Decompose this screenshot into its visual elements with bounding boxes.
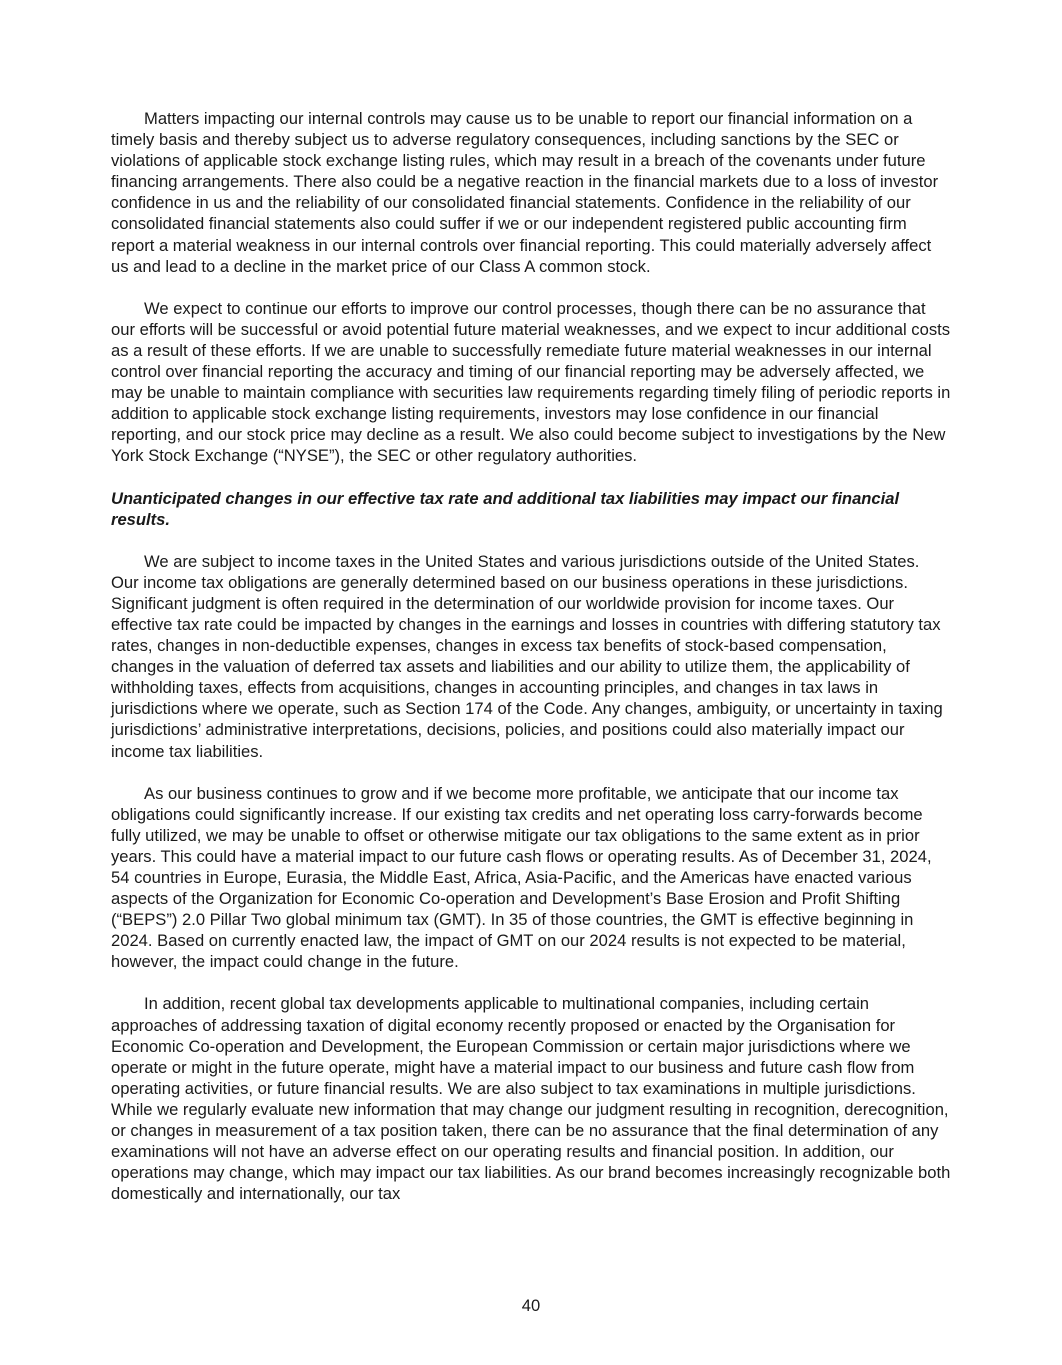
paragraph-internal-controls: Matters impacting our internal controls may cause us to be unable to report our financial information on a timely basis and thereby subject us to adverse regulatory consequences, including sanctions by the SEC or violations of applicable stock exchange listing rules, which may result in a breach of the covenants under future financing arrangements. There also could be a negative reaction in the financial markets due to a loss of investor confidence in us and the reliability of our consolidated financial statements. Confidence in the reliability of our consolidated financial statements also could suffer if we or our independent registered public accounting firm report a material weakness in our internal controls over financial reporting. This could materially adversely affect us and lead to a decline in the market price of our Class A common stock. bbox=[111, 109, 939, 276]
paragraph-income-taxes: We are subject to income taxes in the United States and various jurisdictions outside of the United States. Our income tax obligations are generally determined based on our business operations in these jurisdictions. Significant judgment is often required in the determination of our worldwide provision for income taxes. Our effective tax rate could be impacted by changes in the earnings and losses in countries with differing statutory tax rates, changes in non-deductible expenses, changes in excess tax benefits of stock-based compensation, changes in the valuation of deferred tax assets and liabilities and our ability to utilize them, the applicability of withholding taxes, effects from acquisitions, changes in accounting principles, and changes in tax laws in jurisdictions where we operate, such as Section 174 of the Code. Any changes, ambiguity, or uncertainty in taxing jurisdictions’ administrative interpretations, decisions, policies, and positions could also materially impact our income tax liabilities. bbox=[111, 551, 943, 761]
page-number: 40 bbox=[521, 1296, 541, 1315]
paragraph-tax-obligations: As our business continues to grow and if we become more profitable, we anticipate that our income tax obligations could significantly increase. If our existing tax credits and net operating loss carry-forwards become fully utilized, we may be unable to offset or otherwise mitigate our tax obligations to the same extent as in prior years. This could have a material impact to our future cash flows or operating results. As of December 31, 2024, 54 countries in Europe, Eurasia, the Middle East, Africa, Asia-Pacific, and the Americas have enacted various aspects of the Organization for Economic Co-operation and Development’s Base Erosion and Profit Shifting (“BEPS”) 2.0 Pillar Two global minimum tax (GMT). In 35 of those countries, the GMT is effective beginning in 2024. Based on currently enacted law, the impact of GMT on our 2024 results is not expected to be material, however, the impact could change in the future. bbox=[111, 783, 932, 972]
page-body bbox=[111, 108, 951, 1225]
paragraph-control-processes: We expect to continue our efforts to improve our control processes, though there can be no assurance that our efforts will be successful or avoid potential future material weaknesses, and we expect to incur additional costs as a result of these efforts. If we are unable to successfully remediate future material weaknesses in our internal control over financial reporting the accuracy and timing of our financial reporting may be adversely affected, we may be unable to maintain compliance with securities law requirements regarding timely filing of periodic reports in addition to applicable stock exchange listing requirements, investors may lose confidence in our financial reporting, and our stock price may decline as a result. We also could become subject to investigations by the New York Stock Exchange (“NYSE”), the SEC or other regulatory authorities. bbox=[111, 298, 951, 466]
section-heading-tax-rate: Unanticipated changes in our effective tax rate and additional tax liabilities may impact our financial results. bbox=[111, 488, 900, 529]
paragraph-global-tax-developments: In addition, recent global tax developments applicable to multinational companies, including certain approaches of addressing taxation of digital economy recently proposed or enacted by the Organisation for Economic Co-operation and Development, the European Commission or certain major jurisdictions where we operate or might in the future operate, might have a material impact to our business and future cash flow from operating activities, or future financial results. We are also subject to tax examinations in multiple jurisdictions. While we regularly evaluate new information that may change our judgment resulting in recognition, derecognition, or changes in measurement of a tax position taken, there can be no assurance that the final determination of any examinations will not have an adverse effect on our operating results and financial position. In addition, our operations may change, which may impact our tax liabilities. As our brand becomes increasingly recognizable both domestically and internationally, our tax bbox=[111, 994, 951, 1204]
